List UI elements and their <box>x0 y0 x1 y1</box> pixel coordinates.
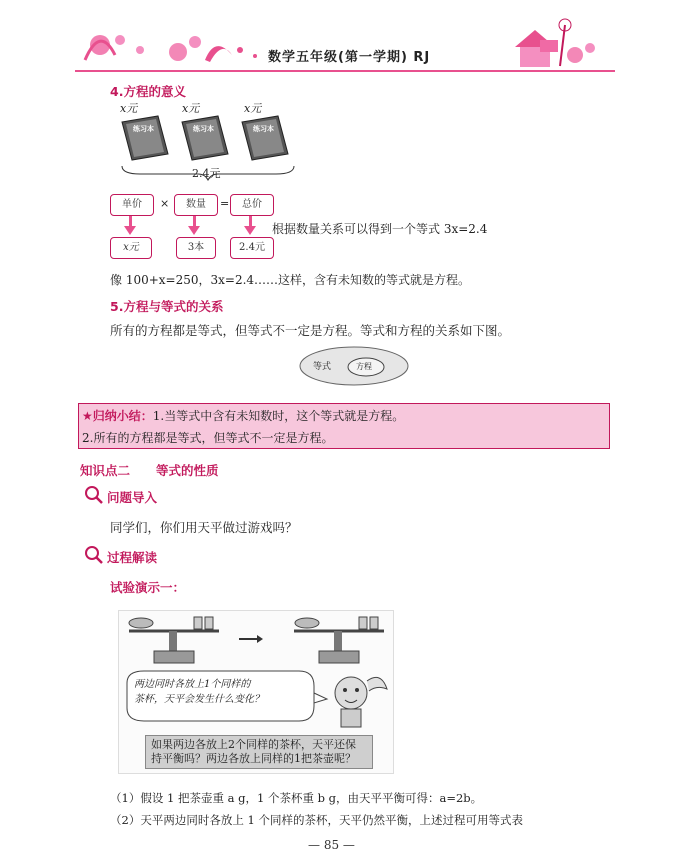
summary-text-1: 1.当等式中含有未知数时，这个等式就是方程。 <box>152 409 405 423</box>
page-number: — 85 — <box>308 838 355 852</box>
flow-total-price: 总价 <box>230 194 274 216</box>
question-line-1: 如果两边各放上2个同样的茶杯，天平还保 <box>151 738 356 751</box>
down-arrow-icon <box>124 226 136 235</box>
flow-unit-price: 单价 <box>110 194 154 216</box>
book-price-label: x元 <box>244 102 262 115</box>
summary-text-2: 2.所有的方程都是等式，但等式不一定是方程。 <box>82 431 334 445</box>
bottom-line-2: （2）天平两边同时各放上 1 个同样的茶杯，天平仍然平衡，上述过程可用等式表 <box>110 813 523 827</box>
bubble-line-1: 两边同时各放上1个同样的 <box>134 679 251 690</box>
header-title: 数学五年级(第一学期) RJ <box>268 50 431 65</box>
question-line-2: 持平衡吗？两边各放上同样的1把茶壶呢？ <box>151 752 356 765</box>
knowledge-point-label: 知识点二 <box>80 463 131 478</box>
book-price-label: x元 <box>120 102 138 115</box>
definition-text: 像 100+x=250，3x=2.4……这样，含有未知数的等式就是方程。 <box>110 273 471 287</box>
question-box <box>145 735 373 769</box>
section4-heading: 4.方程的意义 <box>110 84 186 99</box>
header-divider <box>75 70 615 72</box>
down-arrow-icon <box>249 216 252 226</box>
book-cover-text: 练习本 <box>253 124 274 133</box>
book-price-label: x元 <box>182 102 200 115</box>
flow-value-quantity: 3本 <box>176 237 216 259</box>
flow-value-price: x元 <box>110 237 152 259</box>
section5-text: 所有的方程都是等式，但等式不一定是方程。等式和方程的关系如下图。 <box>110 323 511 338</box>
magnifier-icon <box>84 545 104 565</box>
page-header <box>0 0 689 78</box>
book-icon <box>182 116 228 160</box>
process-heading: 过程解读 <box>107 550 158 565</box>
summary-line-1 <box>82 407 404 424</box>
intro-text: 同学们，你们用天平做过游戏吗？ <box>110 520 298 535</box>
book-cover-text: 练习本 <box>133 124 154 133</box>
flow-quantity: 数量 <box>174 194 218 216</box>
total-price-label: 2.4元 <box>192 167 221 180</box>
flow-value-total: 2.4元 <box>230 237 274 259</box>
flow-times: × <box>160 197 170 210</box>
intro-heading: 问题导入 <box>107 490 158 505</box>
knowledge-point-title: 等式的性质 <box>156 463 219 478</box>
cartoon-character-icon <box>335 677 387 727</box>
flow-equals: = <box>220 197 230 210</box>
balance-scale-icon <box>129 617 219 663</box>
bottom-line-1: （1）假设 1 把茶壶重 a g，1 个茶杯重 b g，由天平平衡可得：a=2b。 <box>110 791 483 805</box>
down-arrow-icon <box>244 226 256 235</box>
experiment-label: 试验演示一： <box>110 580 186 595</box>
bubble-line-2: 茶杯，天平会发生什么变化？ <box>134 694 264 705</box>
magnifier-icon <box>84 485 104 505</box>
book-icon <box>242 116 288 160</box>
down-arrow-icon <box>193 216 196 226</box>
section5-heading: 5.方程与等式的关系 <box>110 299 224 314</box>
book-icon <box>122 116 168 160</box>
relation-text: 根据数量关系可以得到一个等式 3x=2.4 <box>272 222 488 236</box>
venn-outer-label: 等式 <box>313 362 332 372</box>
venn-inner-label: 方程 <box>356 362 372 371</box>
book-cover-text: 练习本 <box>193 124 214 133</box>
balance-scale-icon <box>294 617 384 663</box>
down-arrow-icon <box>188 226 200 235</box>
summary-label: ★归纳小结： <box>82 409 153 423</box>
down-arrow-icon <box>129 216 132 226</box>
header-decoration <box>0 0 689 78</box>
